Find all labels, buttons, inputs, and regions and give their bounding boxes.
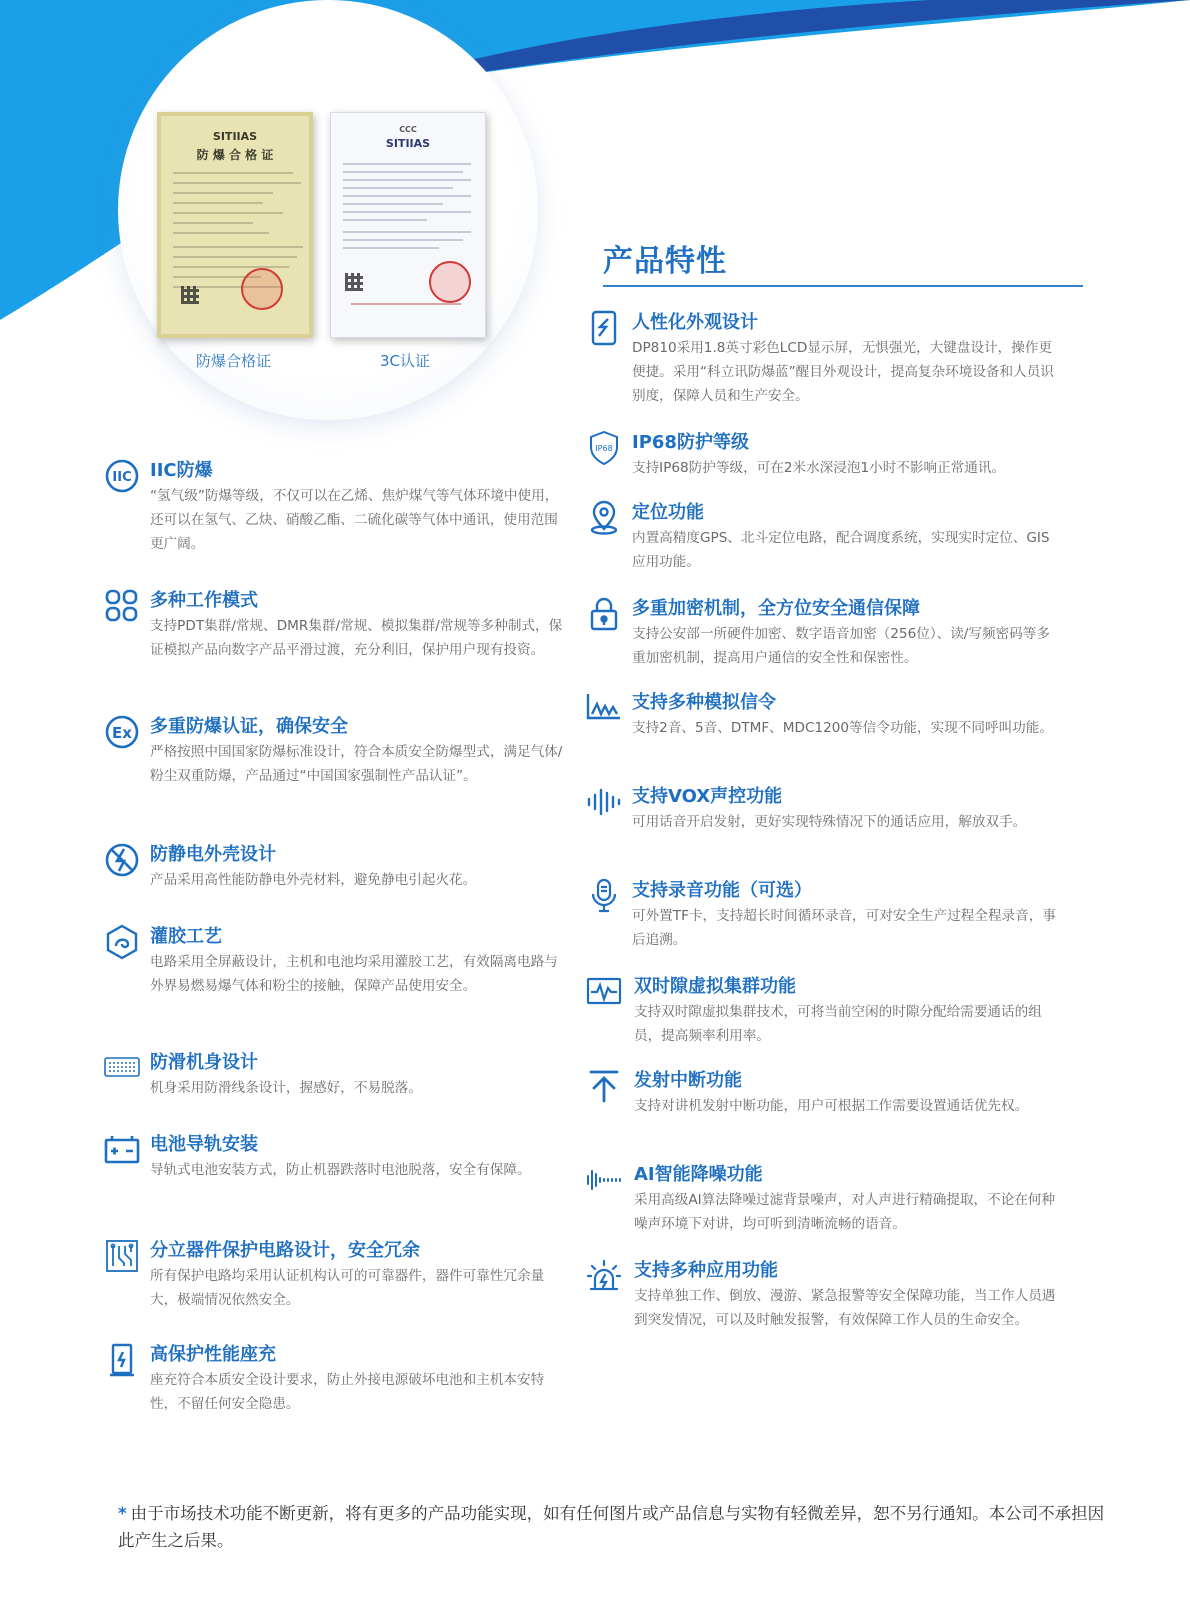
location-pin-icon [586,500,622,536]
phone-design-icon [586,310,622,346]
feature-title: IP68防护等级 [632,432,749,453]
voice-bars-icon [586,784,622,820]
feature-title: 双时隙虚拟集群功能 [634,976,796,997]
feature-title: 多重防爆认证，确保安全 [150,716,348,737]
feature-description: “氢气级”防爆等级，不仅可以在乙烯、焦炉煤气等气体环境中使用，还可以在氢气、乙炔、硝酸乙酯、二硫化碳等气体中通讯，使用范围更广阔。 [150,488,559,552]
svg-text:Ex: Ex [112,724,132,742]
feature-title: 发射中断功能 [634,1070,742,1091]
feature-title: 支持多种应用功能 [634,1260,778,1281]
feature-title: 支持多种模拟信令 [632,692,776,713]
feature-description: 支持2音、5音、DTMF、MDC1200等信令功能，实现不同呼叫功能。 [632,720,1053,736]
feature-description: DP810采用1.8英寸彩色LCD显示屏，无惧强光，大键盘设计，操作更便捷。采用“科立讯防爆蓝”醒目外观设计，提高复杂环境设备和人员识别度，保障人员和生产安全。 [632,340,1054,404]
footnote-text: 由于市场技术功能不断更新，将有更多的产品功能实现，如有任何图片或产品信息与实物有轻微差异，恕不另行通知。本公司不承担因此产生之后果。 [118,1504,1105,1550]
feature-description: 机身采用防滑线条设计，握感好，不易脱落。 [150,1080,422,1096]
feature-title: 支持VOX声控功能 [632,786,783,807]
certificate-caption-explosion-proof: 防爆合格证 [196,352,272,370]
feature-title: 定位功能 [632,502,704,523]
feature-description: 内置高精度GPS、北斗定位电路，配合调度系统，实现实时定位、GIS应用功能。 [632,530,1050,570]
feature-description: 支持单独工作、倒放、漫游、紧急报警等安全保障功能，当工作人员遇到突发情况，可以及时触发报警，有效保障工作人员的生命安全。 [634,1288,1056,1328]
ex-badge-icon [104,714,140,750]
pulse-monitor-icon [586,974,622,1010]
svg-text:IIC: IIC [112,470,132,485]
certificate-logo-mark: SITIIAS [212,130,258,143]
svg-text:IP68: IP68 [595,444,613,453]
explosion-proof-certificate-image [157,112,313,338]
feature-description: 支持双时隙虚拟集群技术，可将当前空闲的时隙分配给需要通话的组员，提高频率利用率。 [634,1004,1042,1044]
feature-title: 防静电外壳设计 [150,844,276,865]
iic-badge-icon [104,458,140,494]
feature-description: 支持公安部一所硬件加密、数字语音加密（256位）、读/写频密码等多重加密机制，提高用户通信的安全性和保密性。 [632,626,1050,666]
four-circles-icon [104,588,140,624]
certificate-logo-mark-2: SITIIAS [385,137,431,150]
3c-certificate-image [330,112,486,338]
feature-title: 分立器件保护电路设计，安全冗余 [150,1240,420,1261]
feature-description: 座充符合本质安全设计要求，防止外接电源破坏电池和主机本安特性，不留任何安全隐患。 [150,1372,545,1412]
feature-description: 可用话音开启发射，更好实现特殊情况下的通话应用，解放双手。 [632,814,1027,830]
feature-title: 人性化外观设计 [632,312,758,333]
anti-static-icon [104,842,140,878]
feature-title: AI智能降噪功能 [634,1164,763,1185]
section-title: 产品特性 [603,244,727,279]
certificate-header-mark: CCC [399,125,417,134]
potting-hexagon-icon [104,924,140,960]
battery-icon [104,1132,140,1168]
feature-description: 产品采用高性能防静电外壳材料，避免静电引起火花。 [150,872,477,888]
lock-icon [586,596,622,632]
ip68-shield-icon [586,430,622,466]
certificate-caption-3c: 3C认证 [380,352,431,370]
arrow-up-icon [586,1068,622,1104]
feature-description: 电路采用全屏蔽设计，主机和电池均采用灌胶工艺，有效隔离电路与外界易燃易爆气体和粉尘的接触，保障产品使用安全。 [150,954,558,994]
feature-title: 多种工作模式 [150,590,258,611]
feature-description: 支持对讲机发射中断功能，用户可根据工作需要设置通话优先权。 [634,1098,1029,1114]
feature-description: 所有保护电路均采用认证机构认可的可靠器件，器件可靠性冗余量大，极端情况依然安全。 [150,1268,545,1308]
section-divider [603,285,1083,287]
alarm-siren-icon [586,1258,622,1294]
grip-texture-icon [104,1050,140,1086]
feature-title: 多重加密机制，全方位安全通信保障 [632,598,920,619]
feature-title: IIC防爆 [150,460,213,481]
circuit-board-icon [104,1238,140,1274]
feature-title: 防滑机身设计 [150,1052,258,1073]
charger-icon [104,1342,140,1378]
feature-title: 灌胶工艺 [150,926,222,947]
noise-reduction-icon [586,1162,622,1198]
feature-description: 可外置TF卡，支持超长时间循环录音，可对安全生产过程全程录音，事后追溯。 [632,908,1056,948]
feature-description: 导轨式电池安装方式，防止机器跌落时电池脱落，安全有保障。 [150,1162,531,1178]
microphone-icon [586,878,622,914]
feature-description: 采用高级AI算法降噪过滤背景噪声，对人声进行精确提取，不论在何种噪声环境下对讲，均可听到清晰流畅的语音。 [634,1192,1056,1232]
feature-description: 支持PDT集群/常规、DMR集群/常规、模拟集群/常规等多种制式，保证模拟产品向数字产品平滑过渡，充分利旧，保护用户现有投资。 [150,618,563,658]
feature-description: 支持IP68防护等级，可在2米水深浸泡1小时不影响正常通讯。 [632,460,1006,476]
footnote-star: * [118,1504,127,1523]
feature-description: 严格按照中国国家防爆标准设计，符合本质安全防爆型式，满足气体/粉尘双重防爆，产品通过“中国国家强制性产品认证”。 [150,744,563,784]
disclaimer-footnote [118,1500,1118,1554]
feature-title: 高保护性能座充 [150,1344,276,1365]
certificate-heading-mark: 防 爆 合 格 证 [196,148,274,162]
feature-title: 支持录音功能（可选） [632,880,812,901]
signal-wave-icon [586,690,622,726]
feature-title: 电池导轨安装 [150,1134,258,1155]
